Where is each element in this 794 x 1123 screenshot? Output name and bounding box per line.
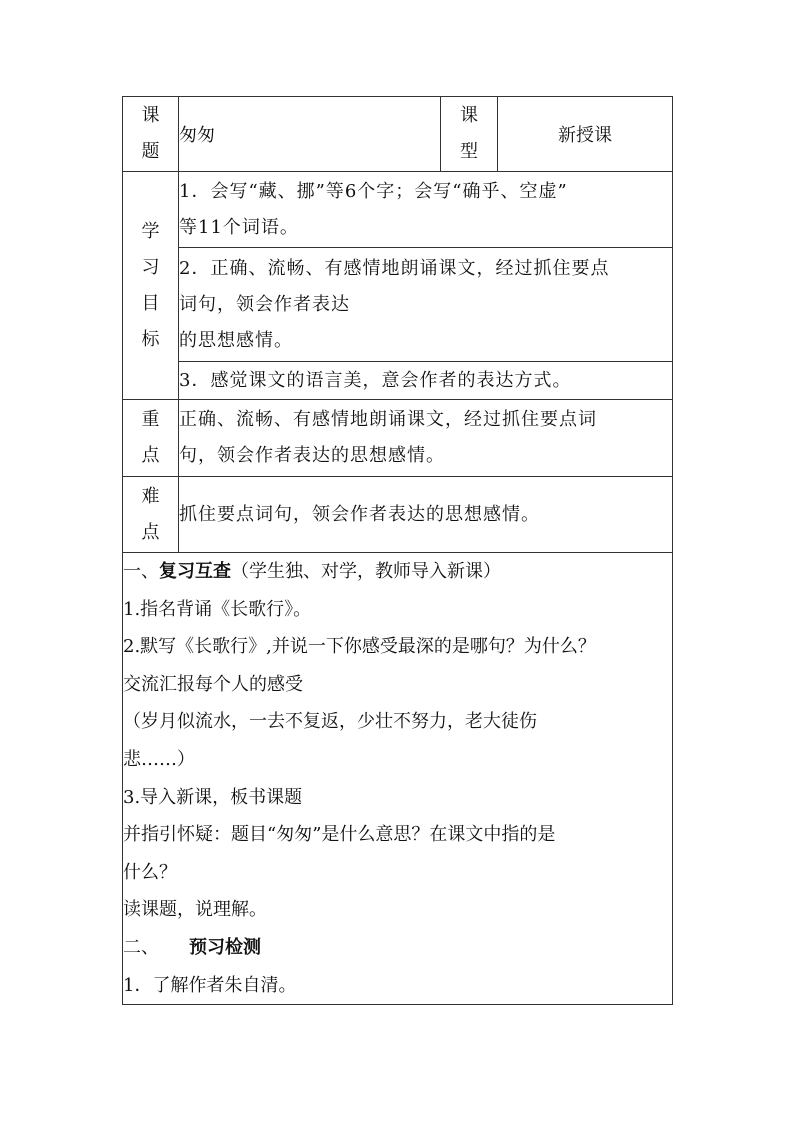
process-line: （岁月似流水，一去不复返，少壮不努力，老大徒伤: [123, 711, 537, 733]
difficulty-label: 难 点: [123, 477, 179, 553]
lesson-type: 新授课: [498, 97, 673, 172]
key-point-label: 重 点: [123, 400, 179, 477]
difficulty-text: 抓住要点词句，领会作者表达的思想感情。: [179, 477, 673, 553]
key-point-text: 正确、流畅、有感情地朗诵课文，经过抓住要点词 句，领会作者表达的思想感情。: [179, 400, 673, 477]
process-line: 什么？: [123, 861, 177, 883]
objective-row-1: [123, 172, 673, 248]
objective-row-3: [123, 362, 673, 400]
section-2-heading: 二、 预习检测: [123, 936, 261, 958]
process-line: 交流汇报每个人的感受: [123, 673, 303, 695]
objective-1: 1．会写“藏、挪”等6个字；会写“确乎、空虚” 等11个词语。: [179, 172, 673, 248]
type-label: 课 型: [441, 97, 498, 172]
process-line: 悲……）: [123, 748, 195, 770]
title-label: 课 题: [123, 97, 179, 172]
process-line: 3.导入新课，板书课题: [123, 786, 303, 808]
lesson-plan-table: [122, 96, 673, 1005]
process-line: 2.默写《长歌行》,并说一下你感受最深的是哪句？为什么？: [123, 636, 596, 658]
lesson-title: 匆匆: [179, 97, 441, 172]
process-line: 1.指名背诵《长歌行》。: [123, 598, 312, 620]
section-1-heading: 一、复习互查（学生独、对学，教师导入新课）: [123, 561, 501, 582]
objective-row-2: [123, 248, 673, 362]
difficulty-row: [123, 477, 673, 553]
teaching-process: [123, 553, 673, 1005]
objective-2: 2．正确、流畅、有感情地朗诵课文，经过抓住要点 词句，领会作者表达 的思想感情。: [179, 248, 673, 362]
process-line: 并指引怀疑：题目“匆匆”是什么意思？在课文中指的是: [123, 824, 556, 846]
process-line: 1．了解作者朱自清。: [123, 974, 297, 996]
key-point-row: [123, 400, 673, 477]
objective-3: 3．感觉课文的语言美，意会作者的表达方式。: [179, 362, 673, 400]
process-line: 读课题，说理解。: [123, 899, 267, 921]
process-row: [123, 553, 673, 1005]
objectives-label: 学 习 目 标: [123, 172, 179, 400]
header-row: [123, 97, 673, 172]
